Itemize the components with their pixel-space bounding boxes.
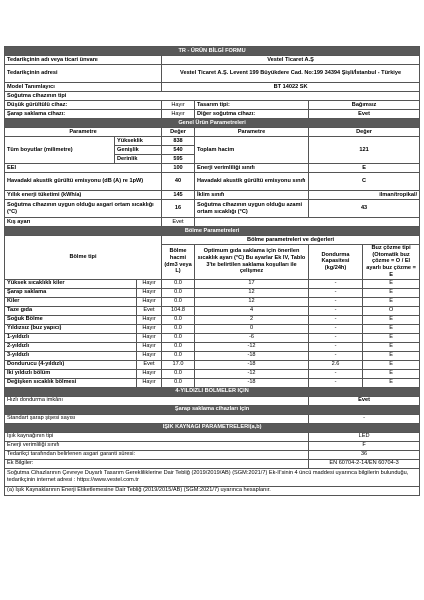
wine-storage-row (5, 110, 420, 119)
compartment-rows (5, 279, 420, 387)
param-header-right: Parametre (195, 128, 309, 137)
light-class-row (5, 441, 420, 450)
compartment-defrost-type: E (363, 333, 420, 342)
wine-bottles-label: Standart şarap şişesi sayısı (5, 414, 309, 423)
winter-setting-label: Kış ayarı (5, 218, 162, 227)
compartment-present: Hayır (137, 279, 162, 288)
noise-class-label: Havadaki akustik gürültü emisyonu sınıfı (195, 173, 309, 191)
compartment-present: Hayır (137, 378, 162, 387)
supplier-name-label: Tedarikçinin adı veya ticari ünvanı (5, 56, 162, 65)
compartment-temp: 2 (195, 315, 309, 324)
col-freezing-capacity: Dondurma Kapasitesi (kg/24h) (309, 245, 363, 280)
energy-class-label: Enerji verimliliği sınıfı (195, 164, 309, 173)
form-title-row (5, 47, 420, 56)
compartment-temp: -6 (195, 333, 309, 342)
design-type-value: Bağımsız (309, 101, 420, 110)
fast-freeze-value: Evet (309, 396, 420, 405)
climate-class-label: İklim sınıfı (195, 191, 309, 200)
compartment-defrost-type: E (363, 288, 420, 297)
compartment-temp: 0 (195, 324, 309, 333)
design-type-label: Tasarım tipi: (195, 101, 309, 110)
eei-value: 100 (162, 164, 195, 173)
compartment-defrost-type: E (363, 369, 420, 378)
value-header-right: Değer (309, 128, 420, 137)
compartment-temp: -18 (195, 378, 309, 387)
extra-info-row (5, 459, 420, 468)
wine-storage-label: Şarap saklama cihazı: (5, 110, 162, 119)
compartment-volume: 0.0 (162, 315, 195, 324)
compartment-temp: -12 (195, 369, 309, 378)
compartment-name: Yüksek sıcaklıklı kiler (5, 279, 137, 288)
other-appliance-value: Evet (309, 110, 420, 119)
noise-row (5, 173, 420, 191)
compartment-present: Hayır (137, 369, 162, 378)
compartment-row (5, 342, 420, 351)
depth-label: Derinlik (115, 155, 162, 164)
compartment-defrost-type: E (363, 378, 420, 387)
compartment-row (5, 351, 420, 360)
compartment-name: Yıldızsız (buz yapıcı) (5, 324, 137, 333)
light-class-label: Enerji verimliliği sınıfı (5, 441, 309, 450)
compartment-row (5, 333, 420, 342)
wine-bottles-value: - (309, 414, 420, 423)
compartment-volume: 0.0 (162, 369, 195, 378)
col-defrost-type: Buz çözme tipi (Otomatik buz çözme = O / El ayarlı buz çözme = E (363, 245, 420, 280)
model-value: BT 14022 SK (162, 83, 420, 92)
compartment-params-title: Bölme Parametreleri (5, 227, 420, 236)
guarantee-value: 36 (309, 450, 420, 459)
compartment-freezing-capacity: - (309, 288, 363, 297)
compartment-row (5, 288, 420, 297)
compartment-name: Şarap saklama (5, 288, 137, 297)
height-row (5, 137, 420, 146)
note-light-source: (a) Işık Kaynaklarının Enerji Etiketlemesine Dair Tebliğ (2019/2015/AB) (SGM:2021/7) uyarınca hesaplanır. (5, 486, 420, 495)
compartment-name: 1-yıldızlı (5, 333, 137, 342)
compartment-present: Hayır (137, 315, 162, 324)
energy-class-value: E (309, 164, 420, 173)
compartment-volume: 0.0 (162, 342, 195, 351)
compartment-freezing-capacity: - (309, 297, 363, 306)
supplier-address-value: Vestel Ticaret A.Ş. Levent 199 Büyükdere Cad. No:199 34394 Şişli/İstanbul - Türkiye (162, 65, 420, 83)
compartment-name: Kiler (5, 297, 137, 306)
height-label: Yükseklik (115, 137, 162, 146)
fast-freeze-label: Hızlı dondurma imkânı (5, 396, 309, 405)
compartment-volume: 0.0 (162, 351, 195, 360)
light-class-value: F (309, 441, 420, 450)
compartment-row (5, 297, 420, 306)
wine-bottles-row (5, 414, 420, 423)
extra-info-value: EN 60704-2-14/EN 60704-3 (309, 459, 420, 468)
compartment-name: Soğuk Bölme (5, 315, 137, 324)
compartment-present: Hayır (137, 324, 162, 333)
fast-freeze-row (5, 396, 420, 405)
compartment-freezing-capacity: - (309, 342, 363, 351)
compartment-volume: 0.0 (162, 288, 195, 297)
eei-label: EEI (5, 164, 162, 173)
compartment-row (5, 315, 420, 324)
compartment-freezing-capacity: - (309, 333, 363, 342)
compartment-name: Taze gıda (5, 306, 137, 315)
compartment-freezing-capacity: - (309, 315, 363, 324)
min-temp-label: Soğutma cihazının uygun olduğu asgari ortam sıcaklığı (°C) (5, 200, 162, 218)
ambient-temp-row (5, 200, 420, 218)
compartment-volume: 104.8 (162, 306, 195, 315)
note-1-row (5, 468, 420, 486)
wine-title-row (5, 405, 420, 414)
extra-info-label: Ek Bilgiler: (5, 459, 309, 468)
wine-title: Şarap saklama cihazları için (5, 405, 420, 414)
total-volume-label: Toplam hacim (195, 137, 309, 164)
four-star-title-row (5, 387, 420, 396)
compartment-defrost-type: E (363, 279, 420, 288)
compartment-name: Değişken sıcaklık bölmesi (5, 378, 137, 387)
annual-energy-value: 145 (162, 191, 195, 200)
compartment-name: 2-yıldızlı (5, 342, 137, 351)
appliance-type-label: Soğutma cihazının tipi (5, 92, 420, 101)
four-star-title: 4-YILDIZLI BÖLMELER İÇİN (5, 387, 420, 396)
wine-storage-value: Hayır (162, 110, 195, 119)
compartment-row (5, 306, 420, 315)
compartment-defrost-type: E (363, 315, 420, 324)
compartment-defrost-type: E (363, 360, 420, 369)
compartment-volume: 0.0 (162, 297, 195, 306)
total-volume-value: 121 (309, 137, 420, 164)
compartment-name: 3-yıldızlı (5, 351, 137, 360)
max-temp-label: Soğutma cihazının uygun olduğu azami ortam sıcaklığı (°C) (195, 200, 309, 218)
depth-value: 595 (162, 155, 195, 164)
supplier-address-row (5, 65, 420, 83)
eei-row (5, 164, 420, 173)
general-params-title-row (5, 119, 420, 128)
compartment-defrost-type: E (363, 351, 420, 360)
compartment-temp: -12 (195, 342, 309, 351)
height-value: 838 (162, 137, 195, 146)
low-noise-row (5, 101, 420, 110)
light-type-row (5, 432, 420, 441)
climate-class-value: ilman/tropikal/ (309, 191, 420, 200)
compartment-row (5, 378, 420, 387)
noise-value: 40 (162, 173, 195, 191)
compartment-volume: 0.0 (162, 378, 195, 387)
supplier-address-label: Tedarikçinin adresi (5, 65, 162, 83)
compartment-subtitle-row (5, 236, 420, 245)
product-info-table (4, 46, 420, 496)
compartment-present: Evet (137, 360, 162, 369)
note-website: Soğutma Cihazlarının Çevreye Duyarlı Tasarım Gerekliliklerine Dair Tebliğ (2019/2019/AB) (SGM:2021/7) Ek-II'sinin 4 üncü maddesi uyarınca bilgilerin bulunduğu, tedarikçinin internet adresi : https://www.vestel.com.tr (5, 468, 420, 486)
compartment-defrost-type: E (363, 297, 420, 306)
compartment-row (5, 324, 420, 333)
compartment-temp: 12 (195, 297, 309, 306)
width-value: 540 (162, 146, 195, 155)
low-noise-value: Hayır (162, 101, 195, 110)
form-title: TR - ÜRÜN BİLGİ FORMU (5, 47, 420, 56)
col-compartment-type: Bölme tipi (5, 236, 162, 280)
compartment-name: Dondurucu (4-yıldızlı) (5, 360, 137, 369)
min-temp-value: 16 (162, 200, 195, 218)
noise-class-value: C (309, 173, 420, 191)
guarantee-label: Tedarikçi tarafından belirlenen asgari garanti süresi: (5, 450, 309, 459)
compartment-freezing-capacity: - (309, 306, 363, 315)
compartment-freezing-capacity: 2.6 (309, 360, 363, 369)
general-params-title: Genel Ürün Parametreleri (5, 119, 420, 128)
model-row (5, 83, 420, 92)
other-appliance-label: Diğer soğutma cihazı: (195, 110, 309, 119)
compartment-name: İki yıldızlı bölüm (5, 369, 137, 378)
compartment-present: Hayır (137, 288, 162, 297)
compartment-row (5, 369, 420, 378)
winter-setting-value: Evet (162, 218, 195, 227)
compartment-present: Hayır (137, 333, 162, 342)
compartment-volume: 0.0 (162, 333, 195, 342)
compartment-temp: -18 (195, 360, 309, 369)
compartment-freezing-capacity: - (309, 351, 363, 360)
compartment-present: Hayır (137, 351, 162, 360)
compartment-present: Hayır (137, 297, 162, 306)
light-type-value: LED (309, 432, 420, 441)
product-info-sheet (4, 46, 419, 496)
compartment-temp: 17 (195, 279, 309, 288)
noise-label: Havadaki akustik gürültü emisyonu (dB (A) re 1pW) (5, 173, 162, 191)
light-type-label: Işık kaynağının tipi (5, 432, 309, 441)
compartment-defrost-type: E (363, 342, 420, 351)
compartment-row (5, 360, 420, 369)
col-volume: Bölme hacmi (dm3 veya L) (162, 245, 195, 280)
low-noise-label: Düşük gürültülü cihaz: (5, 101, 162, 110)
compartment-present: Evet (137, 306, 162, 315)
width-label: Genişlik (115, 146, 162, 155)
winter-setting-row (5, 218, 420, 227)
compartment-defrost-type: E (363, 324, 420, 333)
compartment-temp: 4 (195, 306, 309, 315)
compartment-params-title-row (5, 227, 420, 236)
annual-energy-label: Yıllık enerji tüketimi (kWh/a) (5, 191, 162, 200)
dimensions-label: Tüm boyutlar (milimetre) (5, 137, 115, 164)
compartment-volume: 0.0 (162, 324, 195, 333)
guarantee-row (5, 450, 420, 459)
light-title: IŞIK KAYNAĞI PARAMETRELERİ(a,b) (5, 423, 420, 432)
annual-energy-row (5, 191, 420, 200)
general-params-header-row (5, 128, 420, 137)
compartment-freezing-capacity: - (309, 279, 363, 288)
compartment-temp: -18 (195, 351, 309, 360)
supplier-name-row (5, 56, 420, 65)
col-recommended-temp: Optimum gıda saklama için önerilen sıcaklık ayarı (°C) Bu ayarlar Ek IV, Tablo 3'te belirtilen saklama koşulları ile çelişmez (195, 245, 309, 280)
light-title-row (5, 423, 420, 432)
supplier-name-value: Vestel Ticaret A.Ş (162, 56, 420, 65)
model-label: Model Tanımlayıcı (5, 83, 162, 92)
appliance-type-row (5, 92, 420, 101)
max-temp-value: 43 (309, 200, 420, 218)
compartment-freezing-capacity: - (309, 324, 363, 333)
param-header-left: Parametre (5, 128, 162, 137)
compartment-volume: 0.0 (162, 279, 195, 288)
compartment-subtitle: Bölme parametreleri ve değerleri (162, 236, 420, 245)
compartment-freezing-capacity: - (309, 378, 363, 387)
value-header-left: Değer (162, 128, 195, 137)
compartment-present: Hayır (137, 342, 162, 351)
compartment-freezing-capacity: - (309, 369, 363, 378)
compartment-volume: 17.0 (162, 360, 195, 369)
compartment-row (5, 279, 420, 288)
winter-setting-spacer (195, 218, 420, 227)
compartment-defrost-type: O (363, 306, 420, 315)
note-2-row (5, 486, 420, 495)
compartment-temp: 12 (195, 288, 309, 297)
